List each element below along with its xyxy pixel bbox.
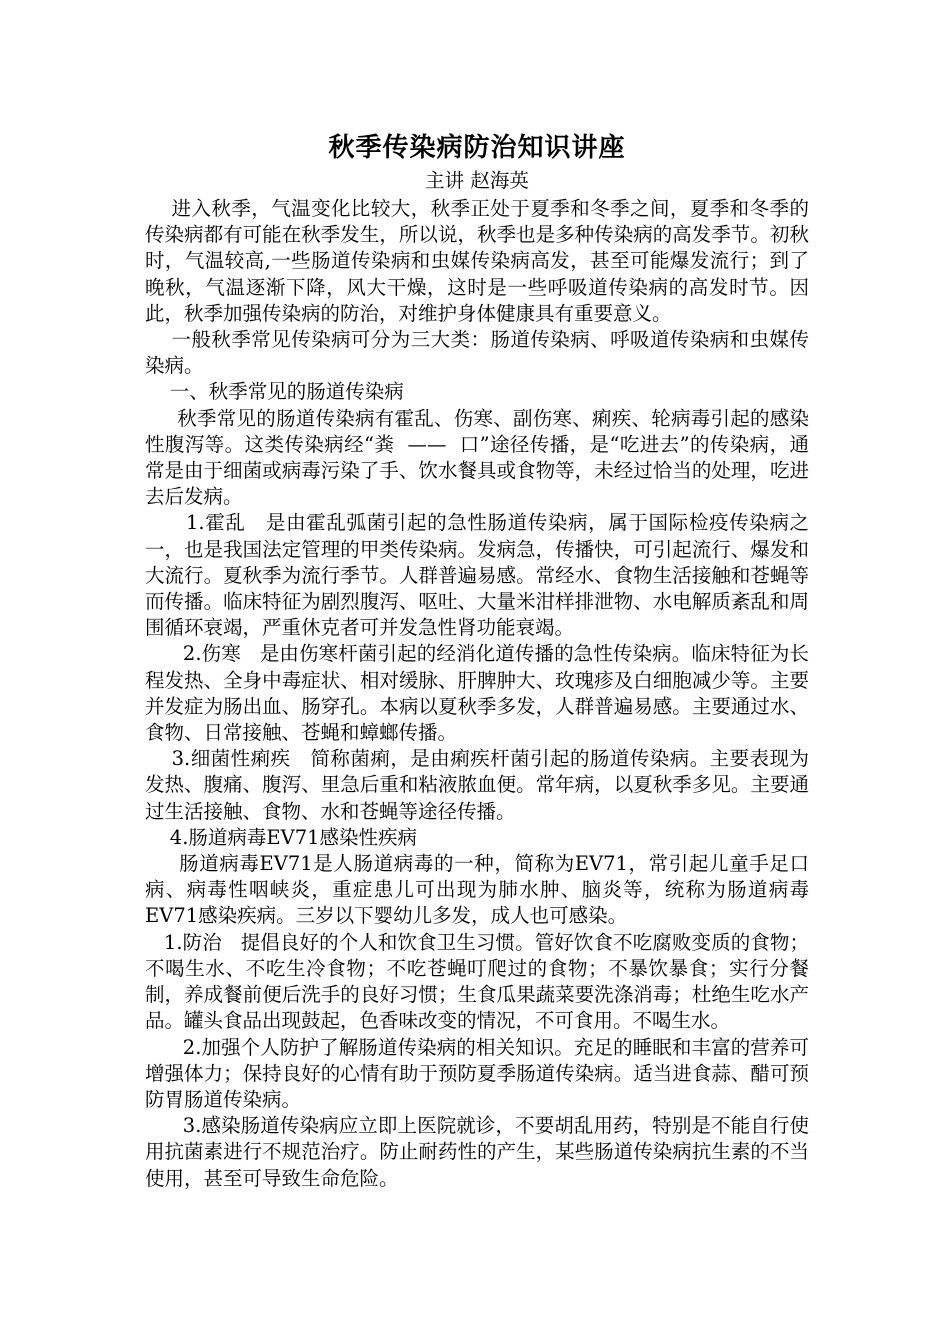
paragraph-typhoid: 2.伤寒 是由伤寒杆菌引起的经消化道传播的急性传染病。临床特征为长程发热、全身中毒症状、相对缓脉、肝脾肿大、玫瑰疹及白细胞减少等。主要并发症为肠出血、肠穿孔。本病以夏秋季多发，人群普遍易感。主要通过水、食物、日常接触、苍蝇和蟑螂传播。 [145, 642, 809, 745]
paragraph-treatment: 3.感染肠道传染病应立即上医院就诊，不要胡乱用药，特别是不能自行使用抗菌素进行不规范治疗。防止耐药性的产生，某些肠道传染病抗生素的不当使用，甚至可导致生命危险。 [145, 1114, 809, 1190]
paragraph-intro: 进入秋季，气温变化比较大，秋季正处于夏季和冬季之间，夏季和冬季的传染病都有可能在秋季发生，所以说，秋季也是多种传染病的高发季节。初秋时，气温较高,一些肠道传染病和虫媒传染病高发，甚至可能爆发流行；到了晚秋，气温逐渐下降，风大干燥，这时是一些呼吸道传染病的高发时节。因此，秋季加强传染病的防治，对维护身体健康具有重要意义。 [145, 197, 809, 325]
subheading-ev71: 4.肠道病毒EV71感染性疾病 [145, 825, 418, 849]
section-heading-intestinal: 一、秋季常见的肠道传染病 [145, 380, 404, 404]
document-author: 主讲 赵海英 [425, 169, 529, 192]
paragraph-cholera: 1.霍乱 是由霍乱弧菌引起的急性肠道传染病，属于国际检疫传染病之一，也是我国法定管理的甲类传染病。发病急，传播快，可引起流行、爆发和大流行。夏秋季为流行季节。人群普遍易感。常经水、食物生活接触和苍蝇等而传播。临床特征为剧烈腹泻、呕吐、大量米泔样排泄物、水电解质紊乱和周围循环衰竭，严重休克者可并发急性肾功能衰竭。 [145, 511, 809, 640]
document-content [145, 128, 809, 1192]
paragraph-intestinal-overview: 秋季常见的肠道传染病有霍乱、伤寒、副伤寒、痢疾、轮病毒引起的感染性腹泻等。这类传染病经“粪 —— 口”途径传播，是“吃进去”的传染病，通常是由于细菌或病毒污染了手、饮水餐具或食物等，未经过恰当的处理，吃进去后发病。 [145, 406, 809, 509]
paragraph-dysentery: 3.细菌性痢疾 简称菌痢，是由痢疾杆菌引起的肠道传染病。主要表现为发热、腹痛、腹泻、里急后重和粘液脓血便。常年病，以夏秋季多见。主要通过生活接触、食物、水和苍蝇等途径传播。 [145, 747, 810, 823]
paragraph-ev71: 肠道病毒EV71是人肠道病毒的一种，简称为EV71，常引起儿童手足口病、病毒性咽峡炎，重症患儿可出现为肺水肿、脑炎等，统称为肠道病毒EV71感染疾病。三岁以下婴幼儿多发，成人也可感染。 [145, 852, 809, 928]
document-title: 秋季传染病防治知识讲座 [328, 133, 626, 163]
paragraph-personal-protection: 2.加强个人防护了解肠道传染病的相关知识。充足的睡眠和丰富的营养可增强体力；保持良好的心情有助于预防夏季肠道传染病。适当进食蒜、醋可预防胃肠道传染病。 [145, 1035, 809, 1111]
paragraph-prevention: 1.防治 提倡良好的个人和饮食卫生习惯。管好饮食不吃腐败变质的食物；不喝生水、不吃生冷食物；不吃苍蝇叮爬过的食物；不暴饮暴食；实行分餐制，养成餐前便后洗手的良好习惯；生食瓜果蔬菜要洗涤消毒；杜绝生吃水产品。罐头食品出现鼓起，色香味改变的情况，不可食用。不喝生水。 [145, 930, 809, 1033]
paragraph-categories: 一般秋季常见传染病可分为三大类：肠道传染病、呼吸道传染病和虫媒传染病。 [145, 328, 809, 378]
